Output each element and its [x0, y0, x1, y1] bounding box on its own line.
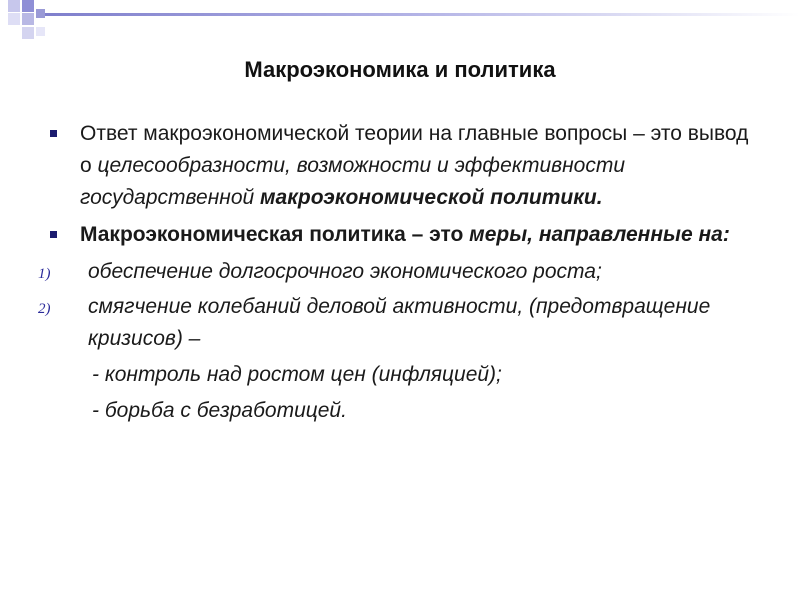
numbered-item [0, 256, 800, 288]
bullet-text-italic: целесообразности, возможности и эффективности государственной [80, 154, 626, 209]
bullet-item [0, 219, 800, 251]
sub-item: - борьба с безработицей. [92, 399, 347, 422]
sub-item: - контроль над ростом цен (инфляцией); [92, 363, 502, 386]
numbered-item [0, 291, 800, 355]
slide-title: Макроэкономика и политика [244, 57, 556, 82]
bullet-text-bold-italic: меры, направленные на: [469, 223, 730, 246]
number-marker: 2) [38, 301, 51, 317]
header-decoration [0, 0, 800, 60]
square-bullet-icon [50, 130, 57, 137]
numbered-item-text: обеспечение долгосрочного экономического роста; [88, 260, 602, 283]
square-bullet-icon [50, 231, 57, 238]
number-marker: 1) [38, 266, 51, 282]
bullet-text-bold: Макроэкономическая политика – это [80, 223, 470, 246]
bullet-text-bold-italic: макроэкономической политики. [260, 186, 603, 209]
slide-content [0, 118, 800, 427]
numbered-item-text: смягчение колебаний деловой активности, (предотвращение кризисов) – [88, 295, 711, 350]
bullet-item [0, 118, 800, 214]
bullet-text-plain: Ответ макроэкономической теории на главные вопросы – это вывод о [80, 122, 749, 177]
